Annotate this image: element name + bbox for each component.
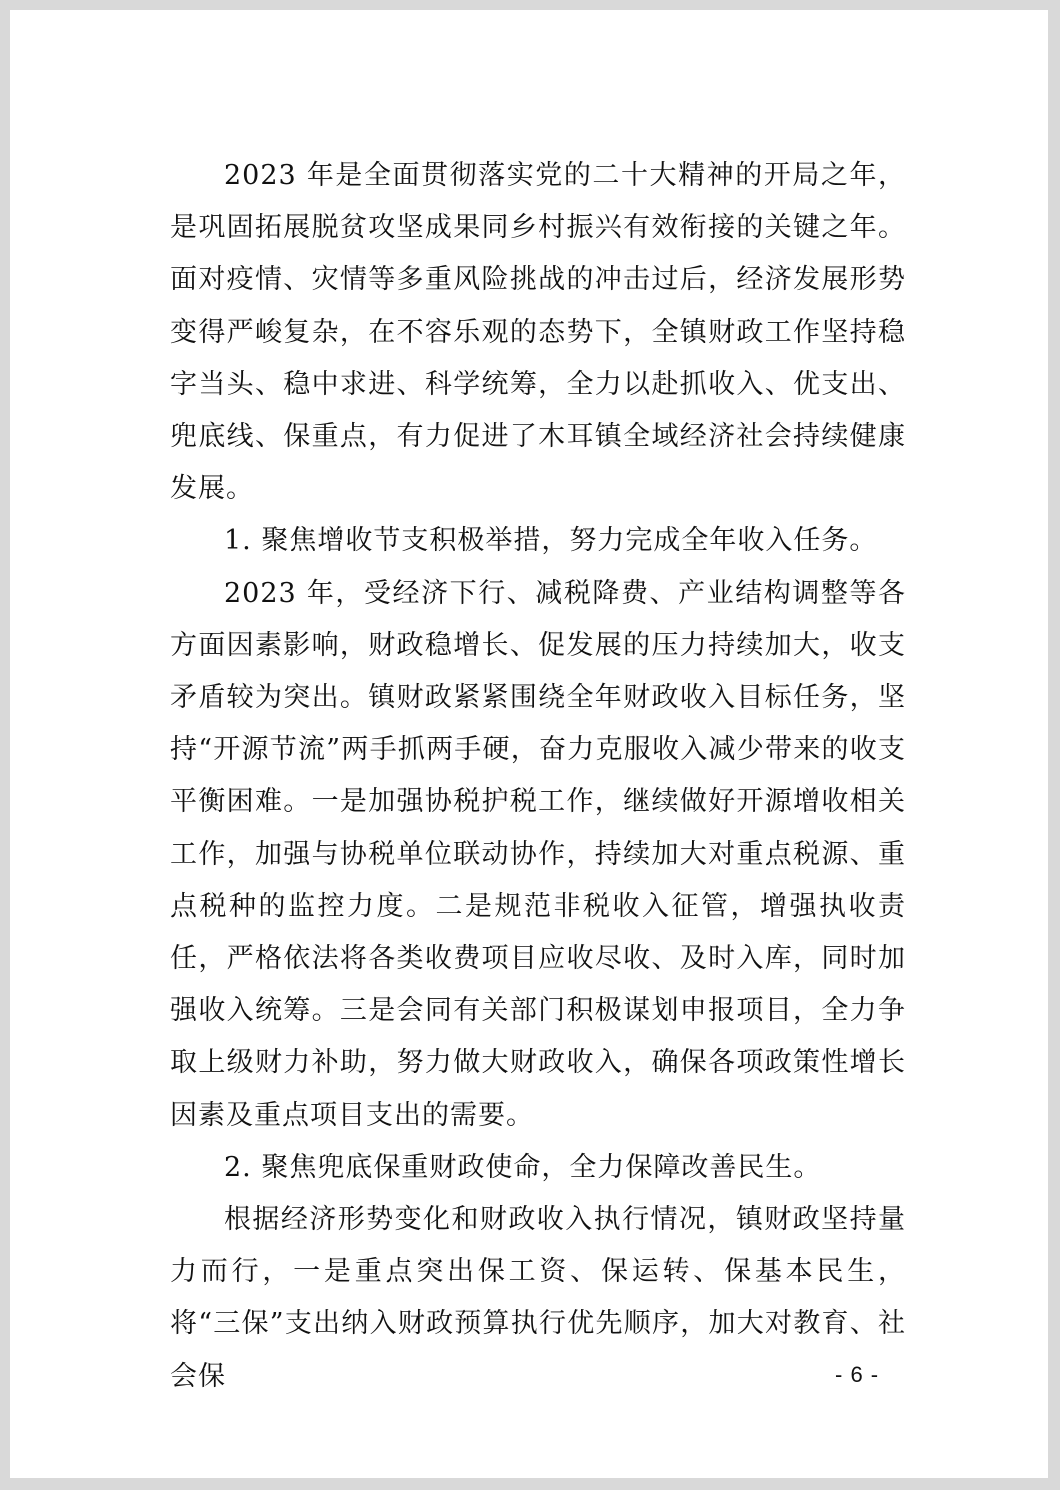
page-number: - 6 -: [835, 1362, 880, 1387]
section-1-paragraph: 2023 年，受经济下行、减税降费、产业结构调整等各方面因素影响，财政稳增长、促发展的压力持续加大，收支矛盾较为突出。镇财政紧紧围绕全年财政收入目标任务，坚持“开源节流”两手抓两手硬，奋力克服收入减少带来的收支平衡困难。一是加强协税护税工作，继续做好开源增收相关工作，加强与协税单位联动协作，持续加大对重点税源、重点税种的监控力度。二是规范非税收入征管，增强执收责任，严格依法将各类收费项目应收尽收、及时入库，同时加强收入统筹。三是会同有关部门积极谋划申报项目，全力争取上级财力补助，努力做大财政收入，确保各项政策性增长因素及重点项目支出的需要。: [170, 577, 906, 1131]
section-2-paragraph: 根据经济形势变化和财政收入执行情况，镇财政坚持量力而行，一是重点突出保工资、保运转、保基本民生，将“三保”支出纳入财政预算执行优先顺序，加大对教育、社会保: [170, 1204, 906, 1392]
document-page: [10, 10, 1048, 1478]
section-heading-1: 1. 聚焦增收节支积极举措，努力完成全年收入任务。: [224, 525, 878, 557]
document-body: [170, 150, 906, 1403]
intro-paragraph: 2023 年是全面贯彻落实党的二十大精神的开局之年，是巩固拓展脱贫攻坚成果同乡村振兴有效衔接的关键之年。面对疫情、灾情等多重风险挑战的冲击过后，经济发展形势变得严峻复杂，在不容乐观的态势下，全镇财政工作坚持稳字当头、稳中求进、科学统筹，全力以赴抓收入、优支出、兜底线、保重点，有力促进了木耳镇全域经济社会持续健康发展。: [170, 160, 906, 505]
section-heading-2: 2. 聚焦兜底保重财政使命，全力保障改善民生。: [224, 1151, 822, 1183]
